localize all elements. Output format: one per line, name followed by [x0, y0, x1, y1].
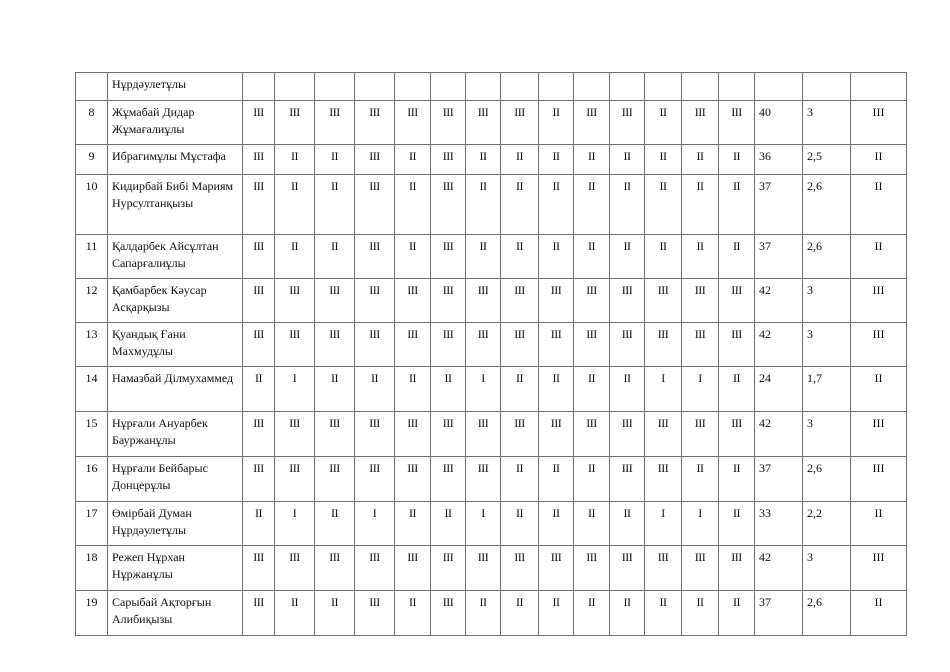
grade-cell: II	[539, 101, 574, 145]
grade-cell: III	[395, 546, 431, 591]
student-name-cell: Өмірбай Думан Нұрдәулетұлы	[108, 502, 243, 546]
grade-cell: II	[395, 367, 431, 412]
row-number-cell: 8	[76, 101, 108, 145]
grade-cell: III	[501, 101, 539, 145]
grade-cell: II	[610, 591, 645, 636]
grade-cell: III	[395, 279, 431, 323]
grade-cell: II	[719, 457, 755, 502]
table-row	[76, 323, 907, 367]
grade-cell: II	[243, 367, 275, 412]
table-row	[76, 279, 907, 323]
grade-cell: II	[539, 502, 574, 546]
grade-cell: III	[275, 457, 315, 502]
row-number-cell: 19	[76, 591, 108, 636]
grade-cell: II	[610, 145, 645, 175]
average-score-cell: 3	[803, 412, 851, 457]
grade-cell: II	[315, 145, 355, 175]
grade-cell: III	[574, 323, 610, 367]
table-row	[76, 457, 907, 502]
grade-cell: II	[501, 502, 539, 546]
grade-cell: III	[243, 412, 275, 457]
grade-cell	[355, 73, 395, 101]
row-number-cell: 13	[76, 323, 108, 367]
grade-cell: III	[719, 412, 755, 457]
average-score-cell: 2,2	[803, 502, 851, 546]
grade-cell	[243, 73, 275, 101]
grade-cell: III	[243, 101, 275, 145]
grade-cell: III	[355, 145, 395, 175]
table-row	[76, 235, 907, 279]
row-number-cell: 10	[76, 175, 108, 235]
grade-cell: III	[574, 101, 610, 145]
grade-cell: III	[501, 323, 539, 367]
grade-cell: II	[466, 235, 501, 279]
grade-cell	[275, 73, 315, 101]
average-score-cell: 3	[803, 546, 851, 591]
grade-cell: III	[431, 175, 466, 235]
level-cell: II	[851, 145, 907, 175]
grade-cell: III	[355, 101, 395, 145]
grade-cell	[395, 73, 431, 101]
grade-cell: III	[431, 279, 466, 323]
grade-cell: III	[431, 145, 466, 175]
table-row	[76, 145, 907, 175]
student-name-cell: Сарыбай Ақторғын Алибиқызы	[108, 591, 243, 636]
grade-cell: III	[355, 457, 395, 502]
grade-cell: III	[719, 279, 755, 323]
row-number-cell: 14	[76, 367, 108, 412]
grade-cell: III	[431, 235, 466, 279]
total-score-cell: 42	[755, 279, 803, 323]
grade-cell: II	[682, 145, 719, 175]
grade-cell: III	[243, 323, 275, 367]
grade-cell: III	[719, 101, 755, 145]
grade-cell: II	[275, 235, 315, 279]
grade-cell: II	[315, 591, 355, 636]
grade-cell: III	[501, 279, 539, 323]
grade-cell	[539, 73, 574, 101]
row-number-cell: 17	[76, 502, 108, 546]
student-name-cell: Ибрагимұлы Мұстафа	[108, 145, 243, 175]
average-score-cell: 3	[803, 101, 851, 145]
student-name-cell: Қуандық Ғани Махмудұлы	[108, 323, 243, 367]
level-cell: II	[851, 175, 907, 235]
table-row	[76, 73, 907, 101]
grade-cell: III	[243, 235, 275, 279]
grade-cell: III	[610, 279, 645, 323]
grade-cell: III	[275, 412, 315, 457]
grade-cell: III	[355, 279, 395, 323]
grade-cell: III	[395, 101, 431, 145]
student-name-cell: Нұрғали Ануарбек Бауржанұлы	[108, 412, 243, 457]
total-score-cell: 40	[755, 101, 803, 145]
grade-cell: II	[501, 367, 539, 412]
grade-cell: II	[645, 145, 682, 175]
grade-cell: III	[275, 279, 315, 323]
grade-cell: II	[395, 145, 431, 175]
grade-cell: II	[501, 457, 539, 502]
grade-cell: II	[719, 591, 755, 636]
grade-cell: III	[645, 323, 682, 367]
grade-cell: II	[275, 591, 315, 636]
grade-cell: III	[243, 457, 275, 502]
grade-cell: III	[431, 591, 466, 636]
grade-cell: III	[431, 457, 466, 502]
grade-cell: III	[466, 279, 501, 323]
grade-cell: II	[539, 457, 574, 502]
average-score-cell	[803, 73, 851, 101]
grade-cell: II	[682, 235, 719, 279]
student-name-cell: Режеп Нұрхан Нұржанұлы	[108, 546, 243, 591]
grade-cell: III	[355, 323, 395, 367]
grade-cell: II	[539, 235, 574, 279]
total-score-cell: 24	[755, 367, 803, 412]
grade-cell: II	[275, 175, 315, 235]
grade-cell: II	[539, 175, 574, 235]
grade-cell: III	[682, 323, 719, 367]
table-row	[76, 367, 907, 412]
grade-cell: III	[610, 323, 645, 367]
grade-cell: III	[645, 546, 682, 591]
grade-cell: III	[610, 546, 645, 591]
grade-cell: II	[719, 367, 755, 412]
grade-cell	[315, 73, 355, 101]
grade-cell: III	[466, 101, 501, 145]
total-score-cell: 33	[755, 502, 803, 546]
grade-cell: III	[395, 457, 431, 502]
grade-cell: II	[574, 235, 610, 279]
grade-cell: III	[539, 546, 574, 591]
row-number-cell: 15	[76, 412, 108, 457]
grade-cell: II	[719, 145, 755, 175]
grade-cell: II	[719, 175, 755, 235]
grade-cell: I	[275, 367, 315, 412]
grade-cell: III	[315, 279, 355, 323]
grade-cell: II	[315, 235, 355, 279]
grade-cell: III	[682, 101, 719, 145]
grade-cell: II	[501, 235, 539, 279]
grade-cell	[466, 73, 501, 101]
level-cell: III	[851, 323, 907, 367]
row-number-cell	[76, 73, 108, 101]
grade-cell: I	[355, 502, 395, 546]
grade-cell: II	[610, 502, 645, 546]
grade-cell: III	[315, 412, 355, 457]
total-score-cell	[755, 73, 803, 101]
grade-cell: III	[355, 412, 395, 457]
grade-cell: III	[501, 546, 539, 591]
grade-cell: III	[466, 457, 501, 502]
average-score-cell: 3	[803, 279, 851, 323]
level-cell	[851, 73, 907, 101]
grade-cell: III	[275, 323, 315, 367]
table-row	[76, 546, 907, 591]
total-score-cell: 37	[755, 235, 803, 279]
average-score-cell: 2,6	[803, 591, 851, 636]
total-score-cell: 37	[755, 591, 803, 636]
grade-cell: II	[574, 145, 610, 175]
table-row	[76, 101, 907, 145]
grade-cell: III	[355, 175, 395, 235]
grade-cell: III	[574, 546, 610, 591]
grade-cell: III	[645, 279, 682, 323]
grade-cell: II	[243, 502, 275, 546]
table-row	[76, 502, 907, 546]
grade-cell	[682, 73, 719, 101]
grade-cell: III	[431, 412, 466, 457]
grade-cell: III	[574, 412, 610, 457]
grade-cell: III	[610, 457, 645, 502]
grade-cell: III	[355, 546, 395, 591]
student-name-cell: Жұмабай Дидар Жұмағалиұлы	[108, 101, 243, 145]
grade-cell: I	[466, 367, 501, 412]
average-score-cell: 2,6	[803, 235, 851, 279]
grade-cell	[574, 73, 610, 101]
grade-cell: II	[395, 591, 431, 636]
grade-cell: II	[645, 175, 682, 235]
grade-cell: II	[682, 175, 719, 235]
level-cell: II	[851, 235, 907, 279]
grade-cell: II	[719, 235, 755, 279]
grade-cell: II	[466, 591, 501, 636]
grade-cell: II	[395, 175, 431, 235]
grade-cell: I	[275, 502, 315, 546]
student-name-cell: Қамбарбек Кәусар Асқарқызы	[108, 279, 243, 323]
grade-cell: III	[574, 279, 610, 323]
total-score-cell: 37	[755, 457, 803, 502]
grade-cell	[431, 73, 466, 101]
grade-cell: II	[315, 502, 355, 546]
grade-cell: III	[539, 279, 574, 323]
grade-cell: I	[466, 502, 501, 546]
average-score-cell: 2,6	[803, 175, 851, 235]
grade-cell: III	[539, 412, 574, 457]
assessment-table	[75, 72, 907, 636]
grade-cell: II	[466, 145, 501, 175]
grade-cell: III	[501, 412, 539, 457]
total-score-cell: 36	[755, 145, 803, 175]
grade-cell: II	[539, 145, 574, 175]
grade-cell: III	[466, 323, 501, 367]
grade-cell: II	[395, 502, 431, 546]
grade-cell	[719, 73, 755, 101]
table-row	[76, 591, 907, 636]
grade-cell: III	[610, 412, 645, 457]
average-score-cell: 2,6	[803, 457, 851, 502]
grade-cell: II	[610, 367, 645, 412]
table-row	[76, 175, 907, 235]
grade-cell	[501, 73, 539, 101]
grade-cell: II	[431, 502, 466, 546]
grade-cell: III	[719, 323, 755, 367]
level-cell: III	[851, 279, 907, 323]
grade-cell: II	[315, 367, 355, 412]
row-number-cell: 16	[76, 457, 108, 502]
grade-cell: III	[610, 101, 645, 145]
grade-cell: II	[355, 367, 395, 412]
row-number-cell: 11	[76, 235, 108, 279]
student-name-cell: Қалдарбек Айсұлтан Сапарғалиұлы	[108, 235, 243, 279]
grade-cell: III	[355, 235, 395, 279]
grade-cell: III	[682, 412, 719, 457]
student-name-cell: Нұрғали Бейбарыс Донцерұлы	[108, 457, 243, 502]
student-name-cell: Нұрдәулетұлы	[108, 73, 243, 101]
grade-cell: II	[645, 235, 682, 279]
grade-cell: III	[719, 546, 755, 591]
grade-cell	[610, 73, 645, 101]
grade-cell: II	[315, 175, 355, 235]
total-score-cell: 37	[755, 175, 803, 235]
grade-cell: III	[355, 591, 395, 636]
grade-cell: III	[431, 101, 466, 145]
grade-cell: II	[610, 235, 645, 279]
grade-cell: II	[275, 145, 315, 175]
grade-cell: III	[539, 323, 574, 367]
student-name-cell: Кидирбай Бибі Мариям Нурсултанқызы	[108, 175, 243, 235]
grade-cell: III	[395, 323, 431, 367]
grade-cell: III	[275, 546, 315, 591]
grade-cell: III	[431, 546, 466, 591]
grade-cell: II	[574, 457, 610, 502]
grade-cell: II	[395, 235, 431, 279]
total-score-cell: 42	[755, 546, 803, 591]
grade-cell: III	[315, 101, 355, 145]
grade-cell: II	[645, 101, 682, 145]
row-number-cell: 9	[76, 145, 108, 175]
grade-cell: I	[645, 367, 682, 412]
level-cell: III	[851, 546, 907, 591]
grade-cell: II	[539, 367, 574, 412]
grade-cell: III	[275, 101, 315, 145]
grade-cell: III	[466, 546, 501, 591]
total-score-cell: 42	[755, 412, 803, 457]
grade-cell: II	[719, 502, 755, 546]
grade-cell: I	[682, 367, 719, 412]
average-score-cell: 1,7	[803, 367, 851, 412]
grade-cell: II	[501, 591, 539, 636]
grade-cell: I	[645, 502, 682, 546]
grade-cell: III	[315, 457, 355, 502]
grade-cell: II	[574, 367, 610, 412]
table-row	[76, 412, 907, 457]
grade-cell: III	[395, 412, 431, 457]
grade-cell: III	[243, 145, 275, 175]
grade-cell: III	[466, 412, 501, 457]
grade-cell: III	[243, 279, 275, 323]
grade-cell: II	[501, 145, 539, 175]
row-number-cell: 18	[76, 546, 108, 591]
level-cell: III	[851, 412, 907, 457]
average-score-cell: 2,5	[803, 145, 851, 175]
grade-cell: II	[539, 591, 574, 636]
level-cell: II	[851, 367, 907, 412]
grade-cell: III	[243, 175, 275, 235]
student-name-cell: Намазбай Ділмухаммед	[108, 367, 243, 412]
grade-cell: II	[610, 175, 645, 235]
level-cell: II	[851, 502, 907, 546]
grade-cell: III	[682, 546, 719, 591]
grade-cell: III	[243, 546, 275, 591]
grade-cell: III	[315, 323, 355, 367]
grade-cell: III	[431, 323, 466, 367]
grade-cell: II	[574, 591, 610, 636]
grade-cell: II	[574, 175, 610, 235]
grade-cell: II	[645, 591, 682, 636]
grade-cell: III	[315, 546, 355, 591]
grade-cell: I	[682, 502, 719, 546]
average-score-cell: 3	[803, 323, 851, 367]
grade-cell: III	[645, 457, 682, 502]
table-body	[76, 73, 907, 636]
level-cell: III	[851, 101, 907, 145]
grade-cell: II	[682, 591, 719, 636]
grade-cell: II	[501, 175, 539, 235]
grade-cell: II	[431, 367, 466, 412]
total-score-cell: 42	[755, 323, 803, 367]
level-cell: II	[851, 591, 907, 636]
grade-cell: II	[574, 502, 610, 546]
level-cell: III	[851, 457, 907, 502]
grade-cell: III	[645, 412, 682, 457]
grade-cell	[645, 73, 682, 101]
grade-cell: II	[466, 175, 501, 235]
grade-cell: II	[682, 457, 719, 502]
grade-cell: III	[682, 279, 719, 323]
row-number-cell: 12	[76, 279, 108, 323]
grade-cell: III	[243, 591, 275, 636]
